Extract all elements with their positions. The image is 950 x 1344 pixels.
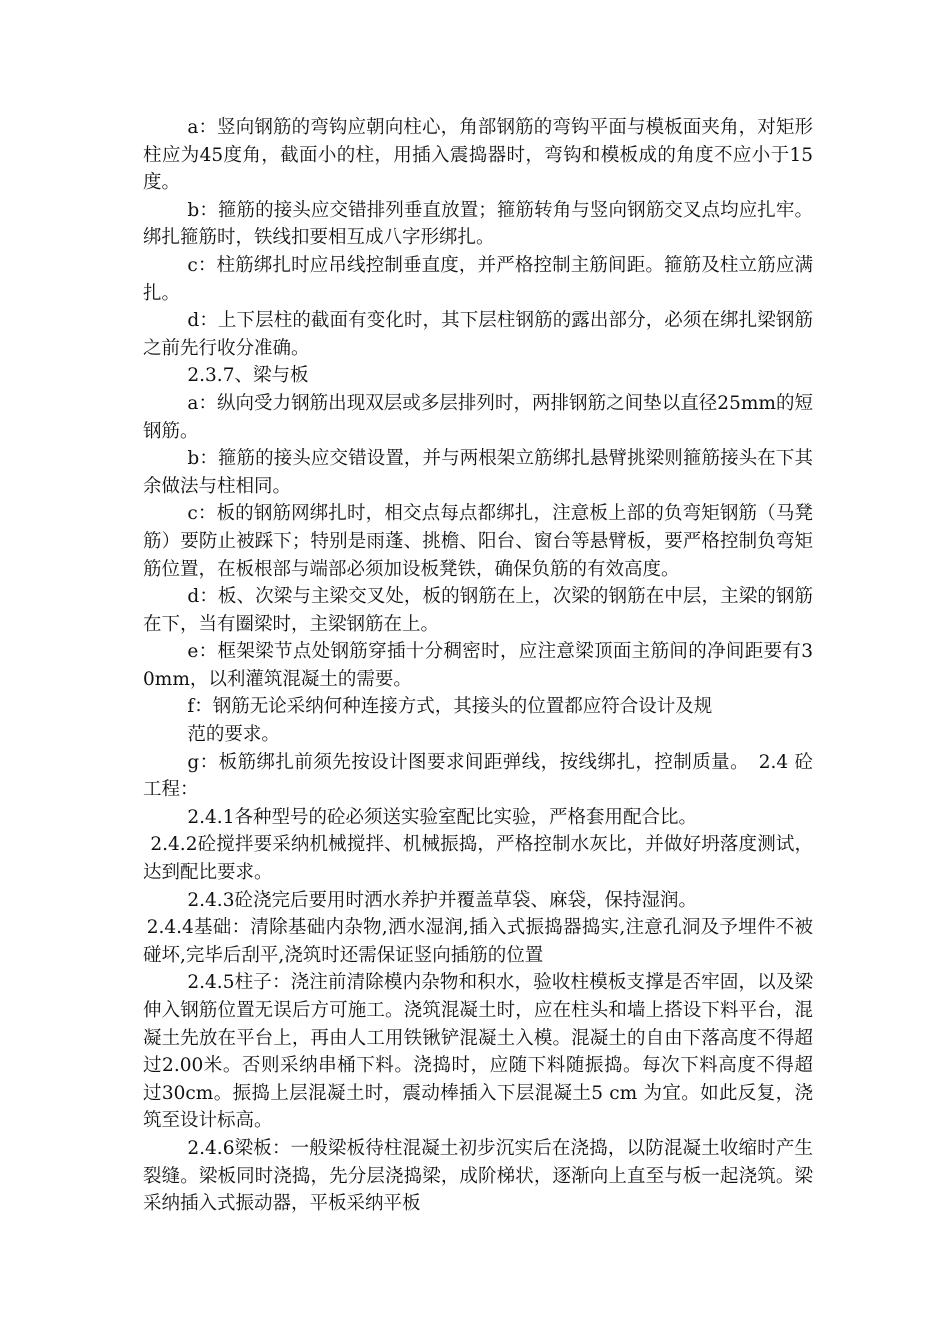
paragraph-slab-mesh: c：板的钢筋网绑扎时，相交点每点都绑扎，注意板上部的负弯矩钢筋（马凳筋）要防止被踩下；特别是雨蓬、挑檐、阳台、窗台等悬臂板，要严格控制负弯矩筋位置，在板根部与端部必须加设板凳铁，确保负筋的有效高度。	[143, 503, 813, 580]
section-heading-beam-slab: 2.3.7、梁与板	[187, 365, 309, 387]
document-body	[143, 114, 813, 1218]
paragraph-concrete-mixing: 2.4.2砼搅拌要采纳机械搅拌、机械振捣，严格控制水灰比，并做好坍落度测试，达到配比要求。	[143, 834, 813, 884]
paragraph-columns-pouring: 2.4.5柱子：浇注前清除模内杂物和积水，验收柱模板支撑是否牢固，以及梁伸入钢筋位置无误后方可施工。浇筑混凝土时，应在柱头和墙上搭设下料平台，混凝土先放在平台上，再由人工用铁锹铲混凝土入模。混凝土的自由下落高度不得超过2.00米。否则采纳串桶下料。浇捣时，应随下料随振捣。每次下料高度不得超过30cm。振捣上层混凝土时，震动棒插入下层混凝土5 cm 为宜。如此反复，浇筑至设计标高。	[143, 972, 813, 1132]
paragraph-column-section-change: d：上下层柱的截面有变化时，其下层柱钢筋的露出部分，必须在绑扎梁钢筋之前先行收分准确。	[143, 310, 813, 359]
paragraph-beam-slab-pouring: 2.4.6梁板：一般梁板待柱混凝土初步沉实后在浇捣，以防混凝土收缩时产生裂缝。梁板同时浇捣，先分层浇捣梁，成阶梯状，逐渐向上直至与板一起浇筑。梁采纳插入式振动器，平板采纳平板	[143, 1137, 813, 1215]
paragraph-column-verticality: c：柱筋绑扎时应吊线控制垂直度，并严格控制主筋间距。箍筋及柱立筋应满扎。	[143, 254, 813, 304]
paragraph-beam-intersection: d：板、次梁与主梁交叉处，板的钢筋在上，次梁的钢筋在中层，主梁的钢筋在下，当有圈梁时，主梁钢筋在上。	[143, 586, 813, 635]
paragraph-connection-method-cont: 范的要求。	[187, 724, 280, 746]
paragraph-slab-marking: g：板筋绑扎前须先按设计图要求间距弹线，按线绑扎，控制质量。 2.4 砼工程：	[143, 751, 813, 801]
paragraph-longitudinal-bars: a：纵向受力钢筋出现双层或多层排列时，两排钢筋之间垫以直径25mm的短钢筋。	[143, 392, 813, 442]
paragraph-concrete-curing: 2.4.3砼浇完后要用时洒水养护并覆盖草袋、麻袋，保持湿润。	[187, 889, 697, 911]
paragraph-beam-stirrup: b：箍筋的接头应交错设置，并与两根架立筋绑扎悬臂挑梁则箍筋接头在下其余做法与柱相同。	[143, 448, 813, 497]
paragraph-concrete-mix: 2.4.1各种型号的砼必须送实验室配比实验，严格套用配合比。	[187, 806, 697, 828]
paragraph-frame-node: e：框架梁节点处钢筋穿插十分稠密时，应注意梁顶面主筋间的净间距要有30mm，以利灌筑混凝土的需要。	[143, 641, 813, 690]
paragraph-stirrup-joint: b：箍筋的接头应交错排列垂直放置；箍筋转角与竖向钢筋交叉点均应扎牢。绑扎箍筋时，铁线扣要相互成八字形绑扎。	[143, 199, 813, 249]
paragraph-foundation: 2.4.4基础：清除基础内杂物,洒水湿润,插入式振捣器捣实,注意孔洞及予埋件不被碰坏,完毕后刮平,浇筑时还需保证竖向插筋的位置	[143, 917, 813, 966]
paragraph-connection-method: f：钢筋无论采纳何种连接方式，其接头的位置都应符合设计及规	[187, 696, 713, 718]
paragraph-column-hook: a：竖向钢筋的弯钩应朝向柱心，角部钢筋的弯钩平面与模板面夹角，对矩形柱应为45度角，截面小的柱，用插入震捣器时，弯钩和模板成的角度不应小于15度。	[143, 117, 813, 194]
